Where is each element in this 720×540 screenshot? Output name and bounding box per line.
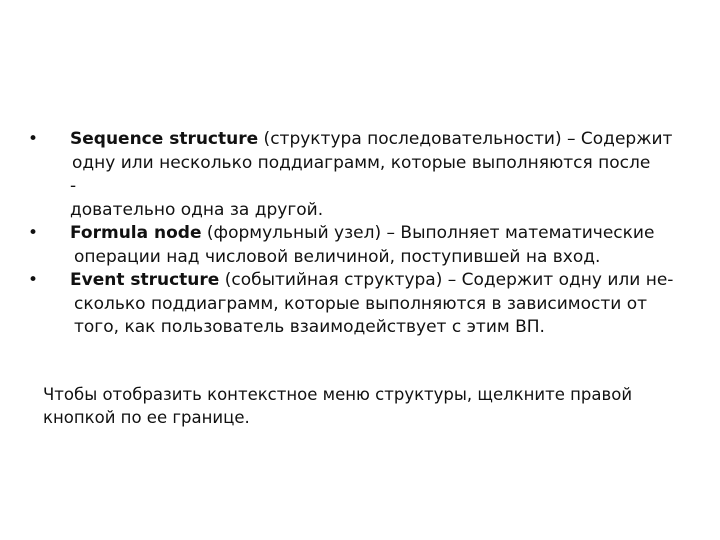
- bullet-continuation-line: сколько поддиаграмм, которые выполняются в зависимости от: [74, 293, 648, 314]
- bullet-text: (событийная структура) – Содержит одну или не-: [219, 270, 674, 290]
- bullet-dot-icon: •: [28, 129, 39, 149]
- bullet-text: (формульный узел) – Выполняет математические: [201, 223, 655, 243]
- bullet-term: Formula node: [70, 223, 202, 243]
- bullet-first-line: [70, 222, 688, 246]
- note-line: кнопкой по ее границе.: [43, 408, 250, 427]
- bullet-term: Event structure: [70, 270, 220, 290]
- bullet-continuation-line: операции над числовой величиной, поступившей на вход.: [74, 246, 601, 267]
- note-line: Чтобы отобразить контекстное меню структуры, щелкните правой: [43, 385, 633, 404]
- bullet-dot-icon: •: [28, 223, 39, 243]
- bullet-item-formula-node: [28, 222, 688, 269]
- bullet-item-sequence-structure: [28, 128, 688, 222]
- context-menu-note: [43, 383, 683, 429]
- bullet-continuation-line: -: [70, 176, 77, 196]
- bullet-item-event-structure: [28, 269, 688, 340]
- bullet-first-line: [70, 269, 688, 293]
- bullet-first-line: [70, 128, 688, 152]
- bullet-text: (структура последовательности) – Содержит: [258, 129, 673, 149]
- bullet-continuation-line: одну или несколько поддиаграмм, которые выполняются после: [72, 152, 651, 173]
- bullet-continuation-line: того, как пользователь взаимодействует с этим ВП.: [74, 317, 545, 337]
- bullet-continuation-line: довательно одна за другой.: [70, 199, 324, 220]
- bullet-dot-icon: •: [28, 270, 39, 290]
- bullet-term: Sequence structure: [70, 129, 259, 149]
- bullet-list: [28, 128, 688, 340]
